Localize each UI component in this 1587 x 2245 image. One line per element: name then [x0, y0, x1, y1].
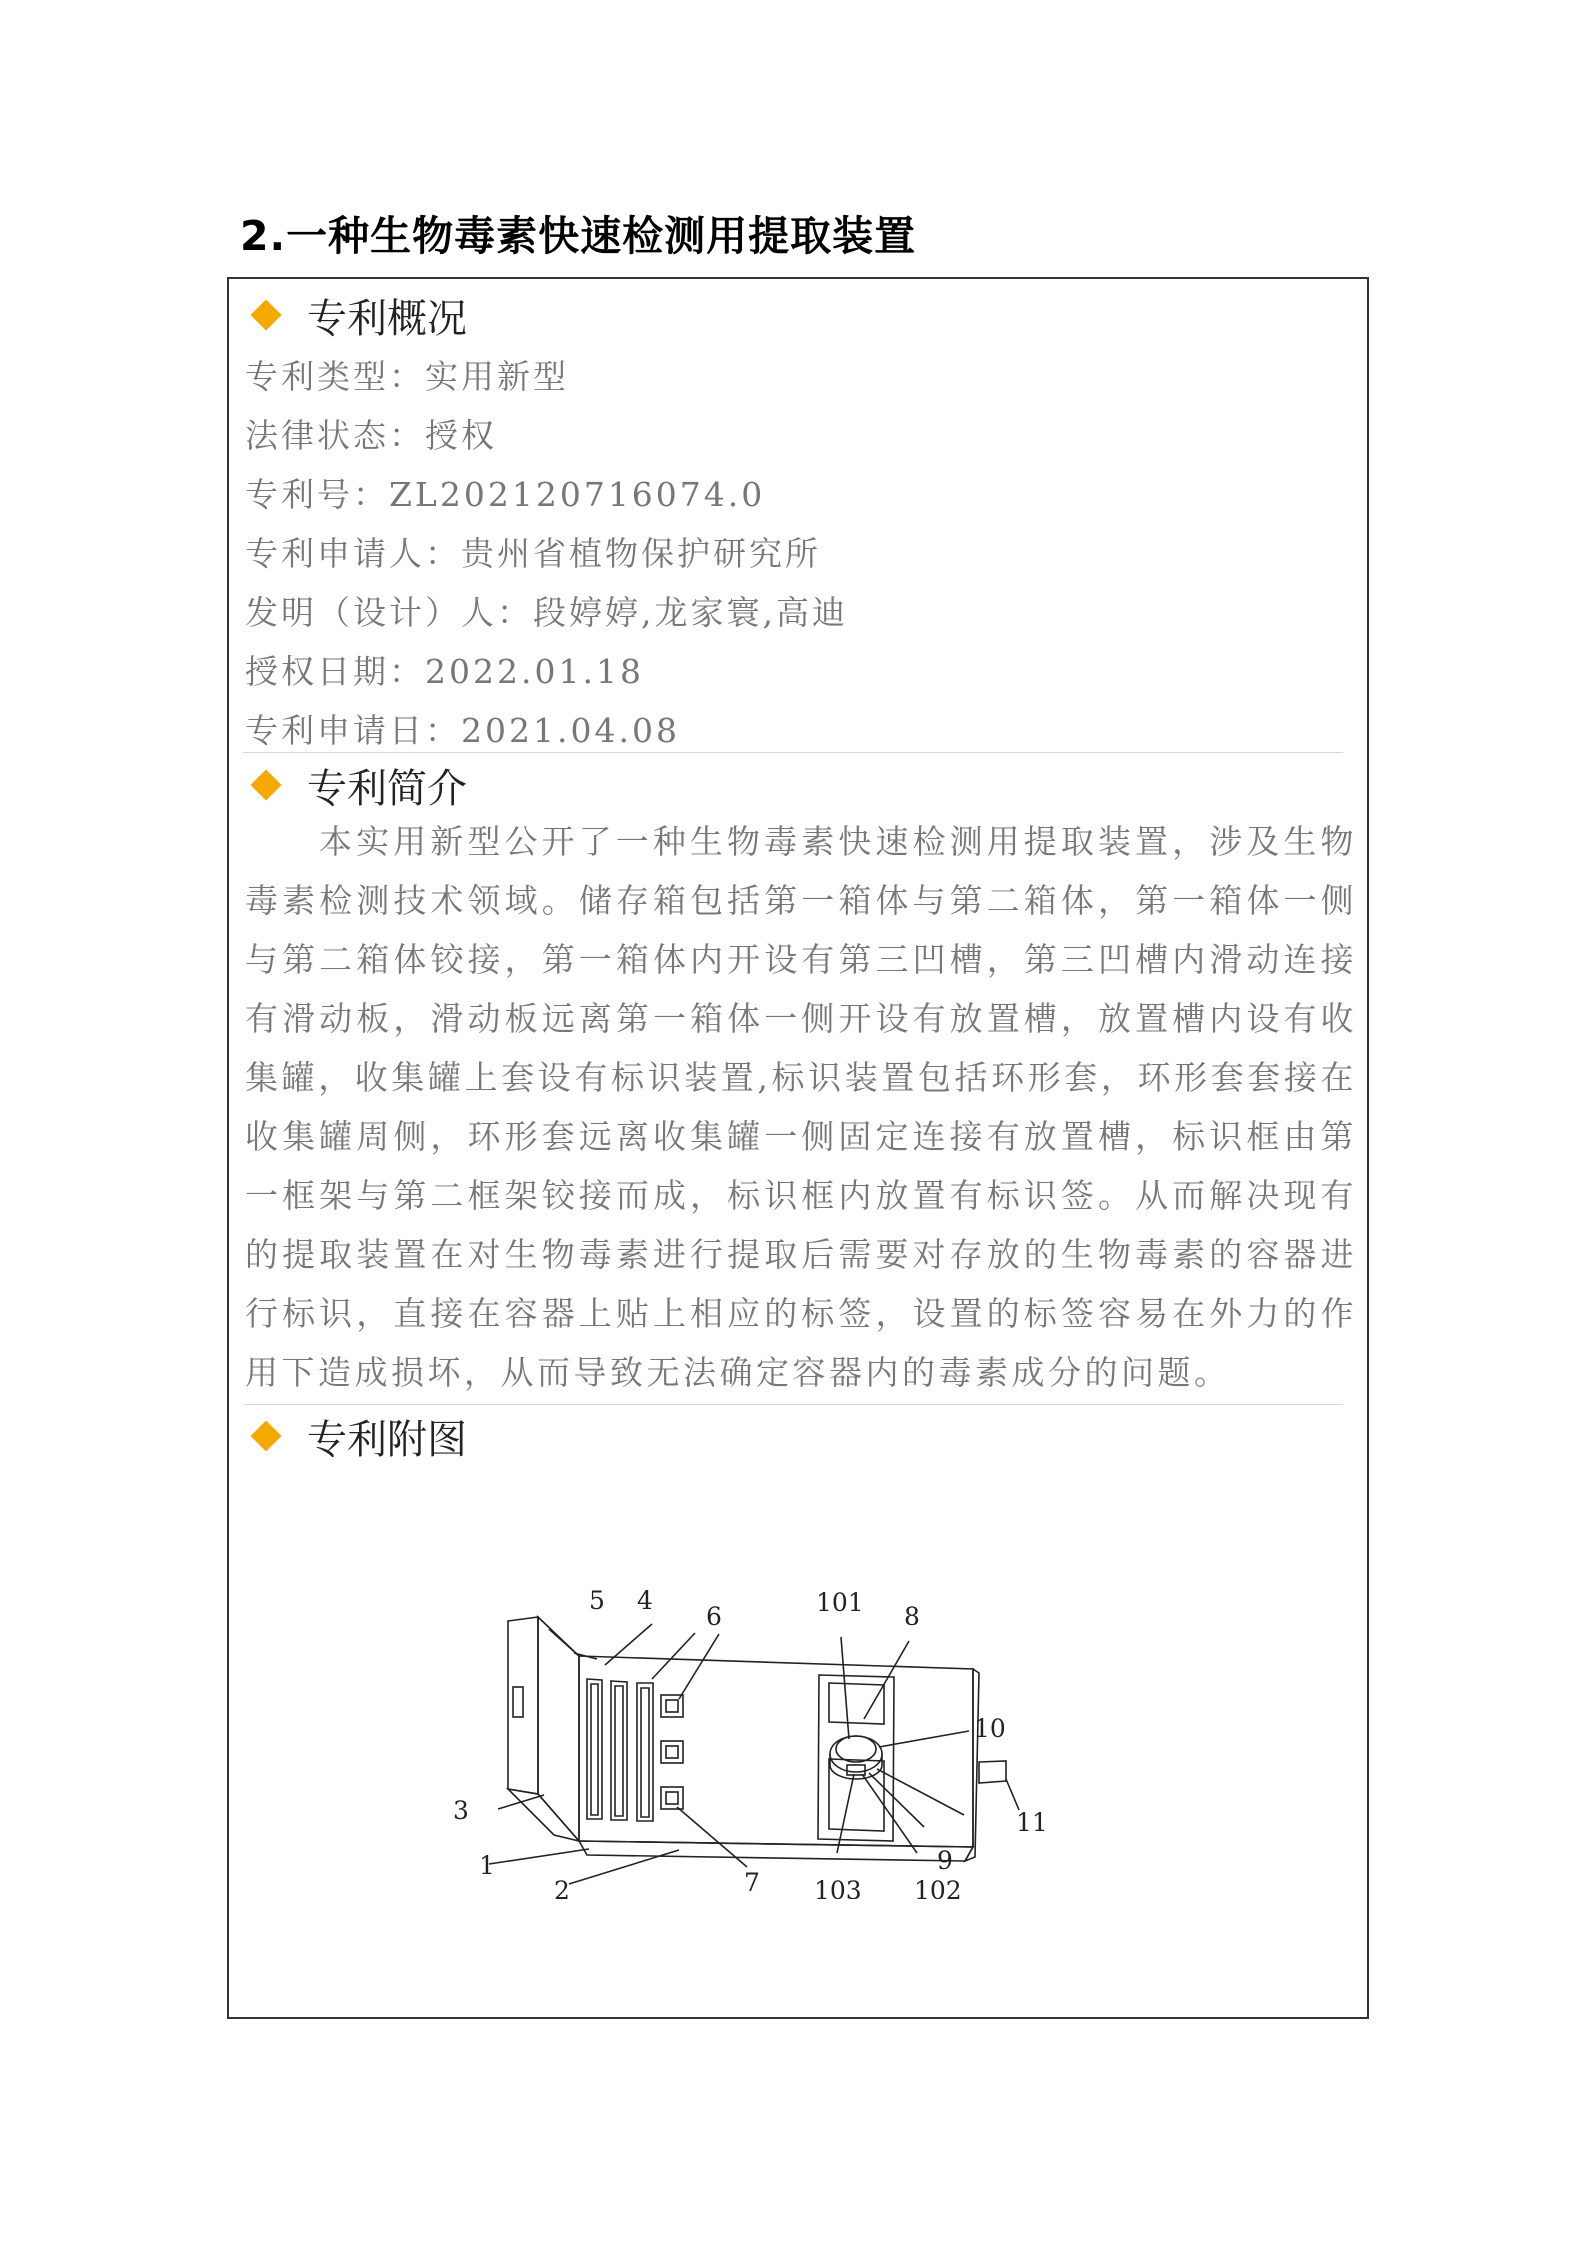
inventors: 发明（设计）人：段婷婷,龙家寰,高迪 [245, 593, 848, 632]
callout-label: 10 [974, 1714, 1006, 1743]
section-divider [243, 752, 1343, 753]
intro-paragraph: 本实用新型公开了一种生物毒素快速检测用提取装置，涉及生物毒素检测技术领域。储存箱包括第一箱体与第二箱体，第一箱体一侧与第二箱体铰接，第一箱体内开设有第三凹槽，第三凹槽内滑动连接有滑动板，滑动板远离第一箱体一侧开设有放置槽，放置槽内设有收集罐，收集罐上套设有标识装置,标识装置包括环形套，环形套套接在收集罐周侧，环形套远离收集罐一侧固定连接有放置槽，标识框由第一框架与第二框架铰接而成，标识框内放置有标识签。从而解决现有的提取装置在对生物毒素进行提取后需要对存放的生物毒素的容器进行标识，直接在容器上贴上相应的标签，设置的标签容易在外力的作用下造成损坏，从而导致无法确定容器内的毒素成分的问题。 [245, 822, 1357, 1392]
callout-label: 1 [479, 1851, 495, 1880]
overview-header [247, 289, 467, 341]
callout-label: 102 [914, 1876, 962, 1899]
figure-heading: 专利附图 [307, 1416, 467, 1463]
callout-label: 101 [816, 1588, 864, 1617]
document-title: 2.一种生物毒素快速检测用提取装置 [240, 212, 917, 260]
intro-header [247, 759, 467, 811]
patent-drawing [409, 1569, 1169, 1903]
patent-card [227, 277, 1369, 2019]
diamond-bullet-icon [250, 1420, 281, 1451]
callout-label: 5 [589, 1586, 605, 1615]
callout-label: 8 [904, 1602, 920, 1631]
legal-status: 法律状态：授权 [245, 416, 497, 455]
callout-label: 6 [706, 1602, 722, 1631]
application-date: 专利申请日：2021.04.08 [245, 711, 680, 750]
patent-type: 专利类型：实用新型 [245, 357, 569, 396]
callout-label: 9 [937, 1846, 953, 1875]
callout-label: 3 [453, 1796, 469, 1825]
applicant: 专利申请人：贵州省植物保护研究所 [245, 534, 821, 573]
callout-label: 4 [637, 1586, 653, 1615]
callout-label: 11 [1016, 1808, 1048, 1837]
patent-number: 专利号：ZL202120716074.0 [245, 475, 766, 514]
callout-label: 2 [554, 1876, 570, 1899]
grant-date: 授权日期：2022.01.18 [245, 652, 644, 691]
diamond-bullet-icon [250, 769, 281, 800]
overview-heading: 专利概况 [307, 295, 467, 342]
diamond-bullet-icon [250, 299, 281, 330]
intro-heading: 专利简介 [307, 765, 467, 812]
callout-label: 7 [744, 1868, 760, 1897]
section-divider [243, 1404, 1343, 1405]
figure-header [247, 1410, 467, 1462]
callout-label: 103 [814, 1876, 862, 1899]
